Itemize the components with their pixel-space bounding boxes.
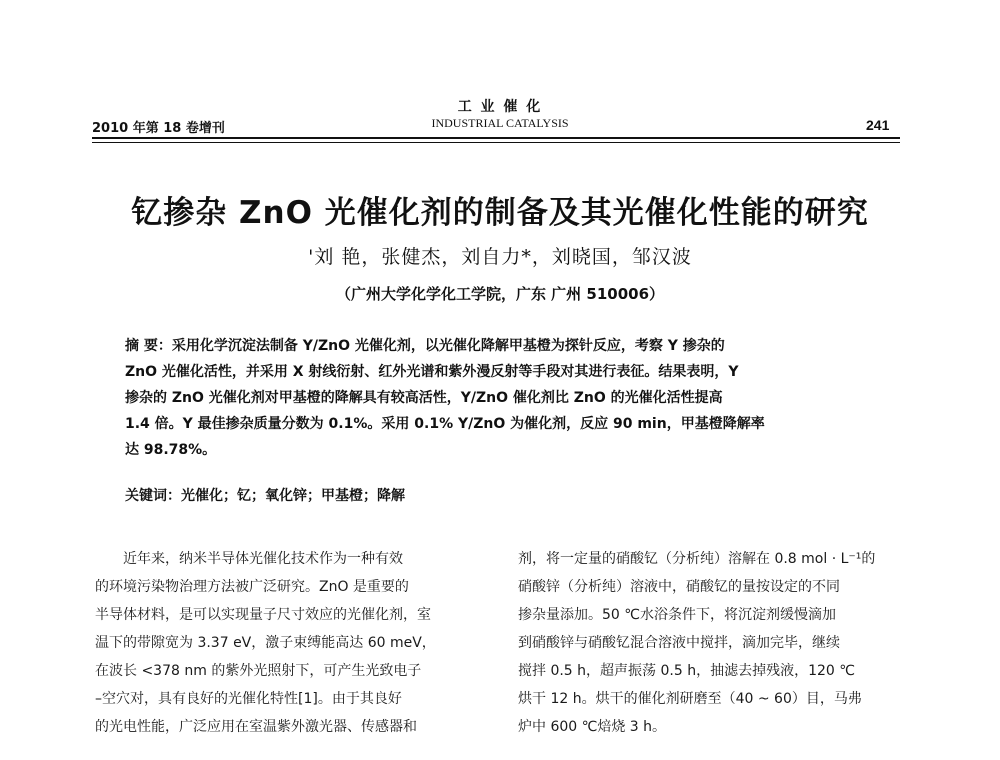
body-line: 的环境污染物治理方法被广泛研究。ZnO 是重要的 — [95, 579, 409, 595]
body-line: 掺杂量添加。50 ℃水浴条件下，将沉淀剂缓慢滴加 — [518, 607, 836, 623]
paper-title: 钇掺杂 ZnO 光催化剂的制备及其光催化性能的研究 — [131, 195, 869, 231]
body-line: 的光电性能，广泛应用在室温紫外激光器、传感器和 — [95, 719, 417, 735]
body-line: 硝酸锌（分析纯）溶液中，硝酸钇的量按设定的不同 — [518, 579, 840, 595]
header-rule-thick — [92, 137, 900, 139]
header-rule-thin — [92, 142, 900, 143]
body-line: 炉中 600 ℃焙烧 3 h。 — [518, 719, 667, 735]
body-line: 温下的带隙宽为 3.37 eV，激子束缚能高达 60 meV， — [95, 635, 436, 651]
keywords: 关键词：光催化；钇；氧化锌；甲基橙；降解 — [125, 488, 405, 504]
abstract — [125, 333, 880, 463]
body-column-left — [95, 545, 487, 741]
body-line: 在波长 <378 nm 的紫外光照射下，可产生光致电子 — [95, 663, 422, 679]
body-line: 剂，将一定量的硝酸钇（分析纯）溶解在 0.8 mol · L⁻¹的 — [518, 551, 876, 567]
page-number: 241 — [866, 117, 890, 133]
body-line: 近年来，纳米半导体光催化技术作为一种有效 — [123, 551, 403, 567]
body-line: 半导体材料，是可以实现量子尺寸效应的光催化剂，室 — [95, 607, 431, 623]
author-list: '刘 艳，张健杰，刘自力*，刘晓国，邹汉波 — [308, 246, 692, 268]
body-line: –空穴对，具有良好的光催化特性[1]。由于其良好 — [95, 691, 402, 707]
body-line: 烘干 12 h。烘干的催化剂研磨至（40 ~ 60）目，马弗 — [518, 691, 862, 707]
abstract-line: 达 98.78%。 — [125, 442, 217, 458]
abstract-line: 1.4 倍。Y 最佳掺杂质量分数为 0.1%。采用 0.1% Y/ZnO 为催化剂，反应 90 min，甲基橙降解率 — [125, 416, 765, 432]
journal-issue-info: 2010 年第 18 卷增刊 — [92, 121, 225, 136]
abstract-line: ZnO 光催化活性，并采用 X 射线衍射、红外光谱和紫外漫反射等手段对其进行表征。结果表明，Y — [125, 364, 739, 380]
abstract-line: 掺杂的 ZnO 光催化剂对甲基橙的降解具有较高活性，Y/ZnO 催化剂比 ZnO 的光催化活性提高 — [125, 390, 723, 406]
abstract-line: 摘 要：采用化学沉淀法制备 Y/ZnO 光催化剂，以光催化降解甲基橙为探针反应，考察 Y 掺杂的 — [125, 338, 725, 354]
author-affiliation: （广州大学化学化工学院，广东 广州 510006） — [335, 285, 665, 303]
journal-name — [380, 99, 620, 131]
journal-name-en: INDUSTRIAL CATALYSIS — [431, 116, 569, 130]
body-line: 到硝酸锌与硝酸钇混合溶液中搅拌，滴加完毕，继续 — [518, 635, 840, 651]
body-line: 搅拌 0.5 h，超声振荡 0.5 h，抽滤去掉残液，120 ℃ — [518, 663, 855, 679]
body-column-right — [518, 545, 910, 741]
journal-name-cn: 工 业 催 化 — [457, 99, 543, 115]
